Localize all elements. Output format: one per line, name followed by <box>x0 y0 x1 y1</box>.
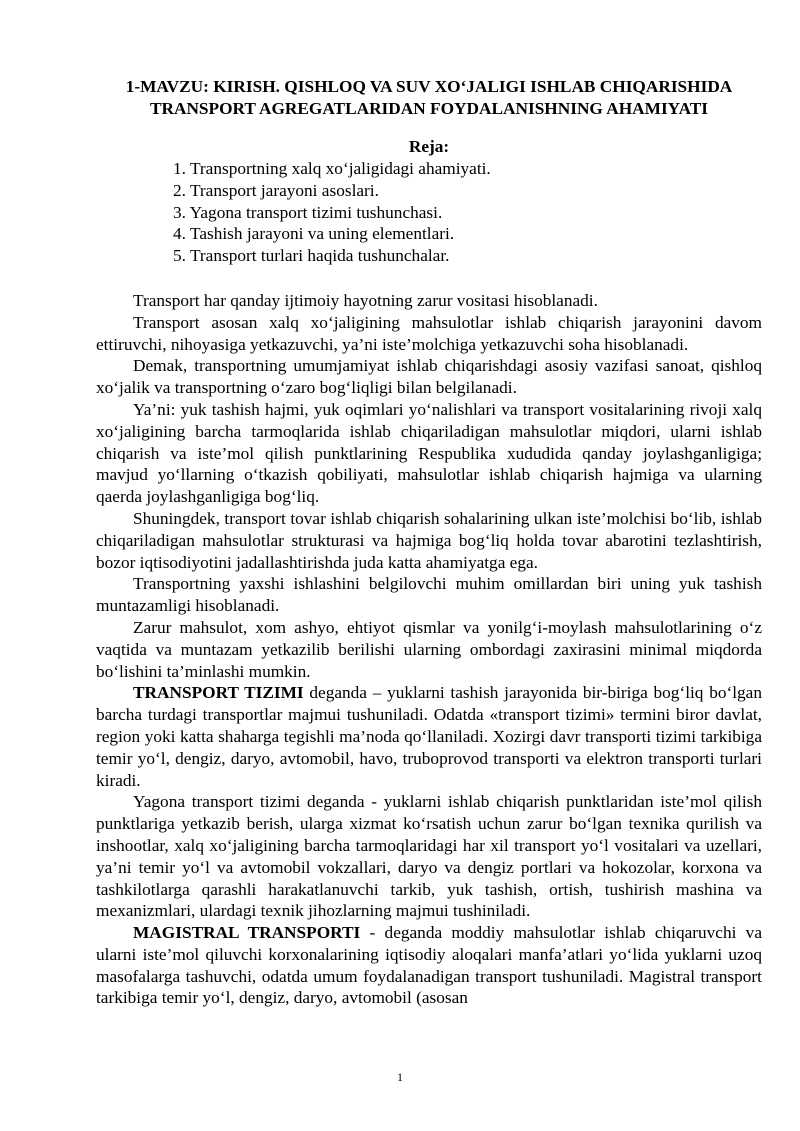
term-magistral-transporti: MAGISTRAL TRANSPORTI <box>133 923 361 943</box>
paragraph <box>96 399 762 508</box>
page-number: 1 <box>397 1070 403 1084</box>
body-text <box>96 290 762 1009</box>
term-transport-tizimi: TRANSPORT TIZIMI <box>133 683 304 703</box>
paragraph-text: Shuningdek, transport tovar ishlab chiqarish sohalarining ulkan iste’molchisi bo‘lib, ishlab chiqariladigan mahsulotlar strukturasi va hajmiga bog‘liq holda tovar abarotini tezlashtirish, bozor iqtisodiyotini jadallashtirishda juda katta ahamiyatga ega. <box>96 508 762 572</box>
paragraph <box>96 355 762 399</box>
paragraph <box>96 573 762 617</box>
paragraph-text: Demak, transportning umumjamiyat ishlab chiqarishdagi asosiy vazifasi sanoat, qishloq xo‘jalik va transportning o‘zaro bog‘liqligi bilan belgilanadi. <box>96 356 762 398</box>
plan-item: 2. Transport jarayoni asoslari. <box>173 180 379 200</box>
paragraph <box>96 617 762 682</box>
paragraph <box>96 791 762 922</box>
paragraph-text: Zarur mahsulot, xom ashyo, ehtiyot qismlar va yonilg‘i-moylash mahsulotlarining o‘z vaqtida va muntazam yetkazilib berilishi ularning ombordagi zaxirasini minimal miqdorda bo‘lishini ta’minlashi mumkin. <box>96 617 762 681</box>
paragraph-text: Transport har qanday ijtimoiy hayotning zarur vositasi hisoblanadi. <box>133 290 598 310</box>
paragraph <box>96 922 762 1009</box>
paragraph-text: Ya’ni: yuk tashish hajmi, yuk oqimlari yo‘nalishlari va transport vositalarining rivoji xalq xo‘jaligining barcha tarmoqlarida ishlab chiqariladigan mahsulotlar miqdori, ularni ishlab chiqarish va iste’mol qilish punktlarining Respublika xududida qanday joylashganligiga; mavjud yo‘llarning o‘tkazish qobiliyati, mahsulotlar ishlab chiqarish hajmiga va ularning qaerda joylashganligiga bog‘liq. <box>96 399 762 507</box>
paragraph <box>96 312 762 356</box>
plan-item: 5. Transport turlari haqida tushunchalar. <box>173 246 450 266</box>
paragraph-text: Transport asosan xalq xo‘jaligining mahsulotlar ishlab chiqarish jarayonini davom ettiruvchi, nihoyasiga yetkazuvchi, ya’ni iste’molchiga yetkazuvchi soha hisoblanadi. <box>96 312 762 354</box>
paragraph-text: deganda – yuklarni tashish jarayonida bir-biriga bog‘liq bo‘lgan barcha turdagi transportlar majmui tushuniladi. Odatda «transport tizimi» termini biror davlat, region yoki katta shaharga tegishli ma’noda qo‘llaniladi. Xozirgi davr transporti tizimi tarkibiga temir yo‘l, dengiz, daryo, avtomobil, havo, truboprovod transporti va elektron transporti turlari kiradi. <box>96 683 762 790</box>
paragraph-text: - deganda moddiy mahsulotlar ishlab chiqaruvchi va ularni iste’mol qiluvchi korxonalarining iqtisodiy aloqalari manfa’atlari yo‘lida yuklarni uzoq masofalarga tashuvchi, odatda umum foydalanadigan transport tushuniladi. Magistral transport tarkibiga temir yo‘l, dengiz, daryo, avtomobil (asosan <box>96 923 762 1008</box>
paragraph-text: Transportning yaxshi ishlashini belgilovchi muhim omillardan biri uning yuk tashish muntazamligi hisoblanadi. <box>96 574 762 616</box>
plan-item: 1. Transportning xalq xo‘jaligidagi ahamiyati. <box>173 159 491 178</box>
plan-item: 3. Yagona transport tizimi tushunchasi. <box>173 202 443 222</box>
document-title: 1-MAVZU: KIRISH. QISHLOQ VA SUV XO‘JALIGI ISHLAB CHIQARISHIDA TRANSPORT AGREGATLARIDAN FOYDALANISHNING AHAMIYATI <box>125 77 733 118</box>
plan-list <box>96 158 762 267</box>
document-page <box>96 76 762 1009</box>
paragraph <box>96 508 762 573</box>
paragraph <box>96 682 762 791</box>
plan-item: 4. Tashish jarayoni va uning elementlari. <box>173 224 455 244</box>
plan-heading: Reja: <box>408 137 450 156</box>
paragraph <box>96 290 762 312</box>
paragraph-text: Yagona transport tizimi deganda - yuklarni ishlab chiqarish punktlaridan iste’mol qilish punktlariga yetkazib berish, ularga xizmat ko‘rsatish uchun zarur bo‘lgan texnika qurilish va inshootlar, xalq xo‘jaligining barcha tarmoqlaridagi har xil transport yo‘l vositalari va uzellari, ya’ni temir yo‘l va avtomobil vokzallari, daryo va dengiz portlari va hokozolar, korxona va tashkilotlarga qarashli harakatlanuvchi tarkib, yuk tashish, ortish, tushirish mashina va mexanizmlari, ulardagi texnik jihozlarning majmui tushiniladi. <box>96 792 762 921</box>
